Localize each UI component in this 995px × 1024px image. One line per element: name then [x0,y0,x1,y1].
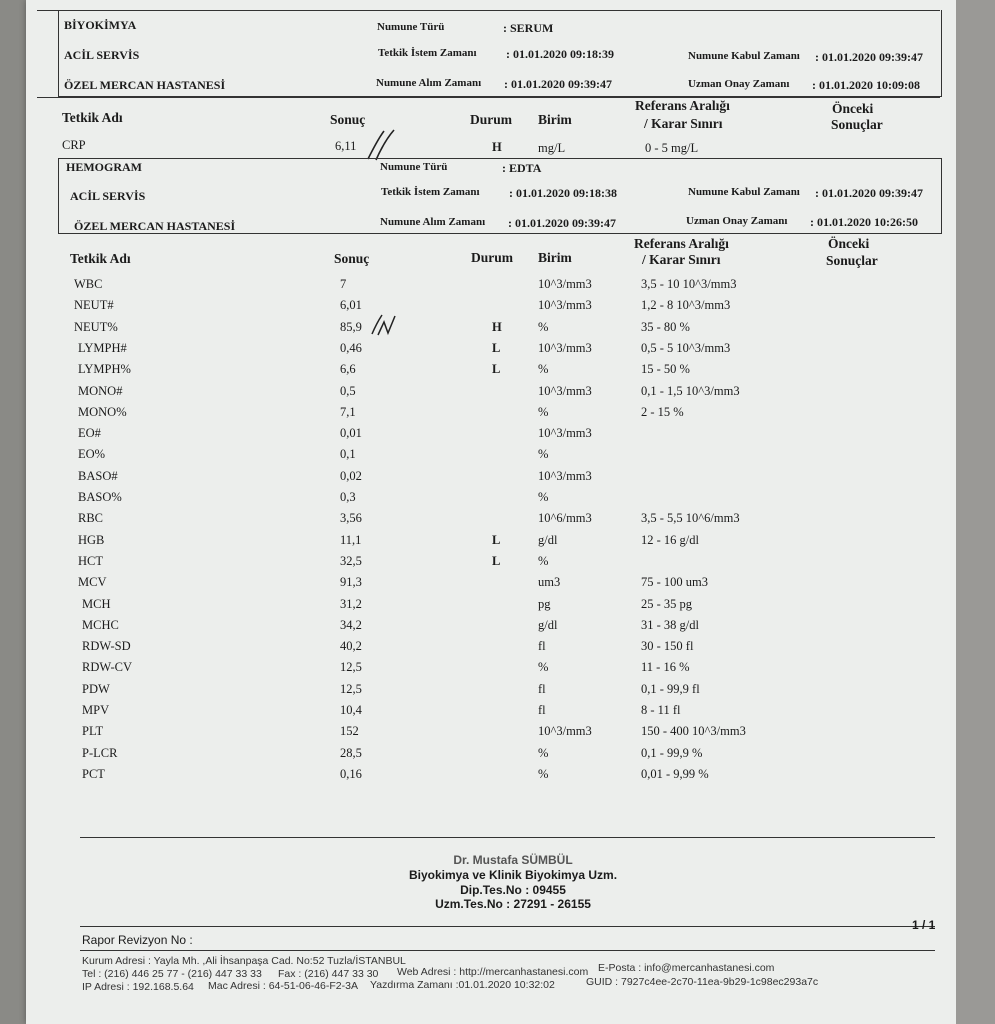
row-result: 91,3 [340,575,362,589]
hemo-col-status: Durum [471,250,514,265]
row-result: 0,16 [340,767,362,781]
row-status: L [492,362,501,376]
row-test-name: EO% [78,447,106,461]
row-ref: 150 - 400 10^3/mm3 [641,724,746,738]
row-unit: 10^3/mm3 [538,469,592,483]
hemogram-acceptance-time-value: : 01.01.2020 09:39:47 [815,186,923,200]
row-result: 3,56 [340,511,362,525]
handwritten-mark-neut [368,312,398,338]
row-test-name: NEUT# [74,298,114,312]
row-result: 40,2 [340,639,362,653]
row-ref: 30 - 150 fl [641,639,694,653]
crp-name: CRP [62,138,86,152]
biochem-request-time-value: : 01.01.2020 09:18:39 [506,47,614,61]
row-test-name: MONO# [78,384,123,398]
row-unit: % [538,320,549,334]
row-unit: g/dl [538,618,558,632]
footer-mac: Mac Adresi : 64-51-06-46-F2-3A [208,980,358,992]
hemogram-dept: HEMOGRAM [66,160,142,174]
biochem-acceptance-time-value: : 01.01.2020 09:39:47 [815,50,923,64]
page-number: 1 / 1 [912,918,936,932]
row-test-name: P-LCR [82,746,118,760]
row-test-name: HCT [78,554,103,568]
section-divider [37,97,940,98]
row-result: 10,4 [340,703,362,717]
row-ref: 0,1 - 99,9 fl [641,682,700,696]
row-ref: 3,5 - 10 10^3/mm3 [641,277,737,291]
row-test-name: LYMPH# [78,341,127,355]
row-test-name: MCH [82,597,111,611]
row-result: 6,01 [340,298,362,312]
row-result: 31,2 [340,597,362,611]
row-ref: 0,1 - 99,9 % [641,746,703,760]
row-test-name: MPV [82,703,110,717]
row-ref: 35 - 80 % [641,320,690,334]
row-result: 152 [340,724,359,738]
row-unit: 10^3/mm3 [538,384,592,398]
row-result: 0,1 [340,447,356,461]
row-ref: 0,01 - 9,99 % [641,767,709,781]
row-unit: % [538,660,549,674]
row-result: 28,5 [340,746,362,760]
hemogram-approval-time-label: Uzman Onay Zamanı [686,215,788,227]
row-status: H [492,320,502,334]
biochem-service: ACİL SERVİS [64,48,140,62]
row-ref: 2 - 15 % [641,405,684,419]
revision-top-line [80,926,935,927]
row-result: 0,5 [340,384,356,398]
row-status: L [492,341,501,355]
row-result: 0,3 [340,490,356,504]
row-test-name: RDW-SD [82,639,131,653]
row-unit: pg [538,597,551,611]
row-status: L [492,533,501,547]
hemo-col-prev-line2: Sonuçlar [826,253,878,268]
hemo-col-test-name: Tetkik Adı [70,251,131,266]
hemogram-acceptance-time-label: Numune Kabul Zamanı [688,186,800,198]
signature-title: Biyokimya ve Klinik Biyokimya Uzm. [408,868,618,882]
row-unit: um3 [538,575,561,589]
col-ref-line1: Referans Aralığı [635,98,730,113]
hemogram-collection-time-label: Numune Alım Zamanı [380,216,486,228]
row-test-name: LYMPH% [78,362,131,376]
row-test-name: EO# [78,426,101,440]
row-ref: 12 - 16 g/dl [641,533,699,547]
row-ref: 75 - 100 um3 [641,575,709,589]
row-unit: % [538,746,549,760]
footer-top-line [80,950,935,951]
col-test-name: Tetkik Adı [62,110,123,125]
crp-unit: mg/L [538,141,566,155]
background-edge [956,0,995,1024]
row-ref: 8 - 11 fl [641,703,681,717]
biochem-sample-type-label: Numune Türü [377,21,445,33]
row-unit: % [538,362,549,376]
row-unit: 10^6/mm3 [538,511,592,525]
row-test-name: NEUT% [74,320,118,334]
revision-label: Rapor Revizyon No : [82,933,193,947]
row-unit: fl [538,639,546,653]
row-ref: 0,5 - 5 10^3/mm3 [641,341,731,355]
row-test-name: PDW [82,682,110,696]
crp-result: 6,11 [335,139,357,153]
footer-email: E-Posta : info@mercanhastanesi.com [598,962,775,974]
col-ref-line2: / Karar Sınırı [644,116,723,131]
row-ref: 25 - 35 pg [641,597,693,611]
footer-guid: GUID : 7927c4ee-2c70-11ea-9b29-1c98ec293a7c [586,976,819,988]
hemogram-service: ACİL SERVİS [70,189,146,203]
row-test-name: PLT [82,724,104,738]
col-prev-line1: Önceki [832,101,874,116]
biochem-collection-time-label: Numune Alım Zamanı [376,77,482,89]
row-unit: 10^3/mm3 [538,341,592,355]
row-unit: 10^3/mm3 [538,724,592,738]
hemogram-request-time-value: : 01.01.2020 09:18:38 [509,186,617,200]
signature-uzm: Uzm.Tes.No : 27291 - 26155 [435,897,591,911]
row-result: 85,9 [340,320,362,334]
crp-status: H [492,140,502,154]
row-unit: 10^3/mm3 [538,298,592,312]
biochem-approval-time-label: Uzman Onay Zamanı [688,78,790,90]
row-test-name: HGB [78,533,105,547]
row-result: 0,01 [340,426,362,440]
hemogram-hospital: ÖZEL MERCAN HASTANESİ [74,219,236,233]
row-unit: % [538,447,549,461]
row-result: 11,1 [340,533,362,547]
row-status: L [492,554,501,568]
row-unit: fl [538,703,546,717]
biochem-request-time-label: Tetkik İstem Zamanı [378,47,477,59]
biochem-sample-type-value: : SERUM [503,21,554,35]
hemo-col-ref-line1: Referans Aralığı [634,236,729,251]
signature-name: Dr. Mustafa SÜMBÜL [453,853,573,867]
biochem-approval-time-value: : 01.01.2020 10:09:08 [812,78,920,92]
hemogram-request-time-label: Tetkik İstem Zamanı [381,186,480,198]
signature-dip: Dip.Tes.No : 09455 [460,883,566,897]
footer-address: Kurum Adresi : Yayla Mh. ,Ali İhsanpaşa Cad. No:52 Tuzla/İSTANBUL [82,955,406,967]
row-unit: % [538,490,549,504]
biochem-acceptance-time-label: Numune Kabul Zamanı [688,50,800,62]
footer-web: Web Adresi : http://mercanhastanesi.com [397,966,589,978]
hemo-col-ref-line2: / Karar Sınırı [642,252,721,267]
row-unit: 10^3/mm3 [538,426,592,440]
row-test-name: MONO% [78,405,127,419]
row-ref: 11 - 16 % [641,660,690,674]
row-unit: 10^3/mm3 [538,277,592,291]
row-unit: % [538,405,549,419]
biochem-dept: BİYOKİMYA [64,18,137,32]
footer-tel: Tel : (216) 446 25 77 - (216) 447 33 33 [82,968,262,980]
col-status: Durum [470,112,513,127]
row-test-name: BASO% [78,490,122,504]
row-result: 7,1 [340,405,356,419]
row-unit: g/dl [538,533,558,547]
hemogram-approval-time-value: : 01.01.2020 10:26:50 [810,215,918,229]
row-result: 0,02 [340,469,362,483]
row-ref: 31 - 38 g/dl [641,618,699,632]
row-test-name: RDW-CV [82,660,132,674]
crp-ref: 0 - 5 mg/L [645,141,699,155]
row-ref: 1,2 - 8 10^3/mm3 [641,298,731,312]
row-result: 7 [340,277,347,291]
footer-ip: IP Adresi : 192.168.5.64 [82,981,194,993]
col-unit: Birim [538,112,572,127]
hemogram-sample-type-value: : EDTA [502,161,542,175]
row-unit: fl [538,682,546,696]
row-result: 12,5 [340,682,362,696]
row-unit: % [538,554,549,568]
hemo-col-unit: Birim [538,250,572,265]
row-ref: 15 - 50 % [641,362,690,376]
col-prev-line2: Sonuçlar [831,117,883,132]
row-test-name: PCT [82,767,105,781]
row-test-name: MCV [78,575,107,589]
signature-top-line [80,837,935,838]
hemo-col-result: Sonuç [334,251,370,266]
row-result: 0,46 [340,341,362,355]
footer-print-time: Yazdırma Zamanı :01.01.2020 10:32:02 [370,979,555,991]
row-test-name: MCHC [82,618,119,632]
row-result: 32,5 [340,554,362,568]
hemogram-sample-type-label: Numune Türü [380,161,448,173]
row-unit: % [538,767,549,781]
row-ref: 0,1 - 1,5 10^3/mm3 [641,384,740,398]
row-test-name: BASO# [78,469,118,483]
row-result: 6,6 [340,362,356,376]
footer-fax: Fax : (216) 447 33 30 [278,968,379,980]
row-test-name: RBC [78,511,104,525]
biochem-hospital: ÖZEL MERCAN HASTANESİ [64,78,226,92]
biochem-collection-time-value: : 01.01.2020 09:39:47 [504,77,612,91]
row-result: 34,2 [340,618,362,632]
col-result: Sonuç [330,112,366,127]
row-test-name: WBC [74,277,103,291]
row-result: 12,5 [340,660,362,674]
row-ref: 3,5 - 5,5 10^6/mm3 [641,511,740,525]
hemogram-collection-time-value: : 01.01.2020 09:39:47 [508,216,616,230]
hemo-col-prev-line1: Önceki [828,236,870,251]
